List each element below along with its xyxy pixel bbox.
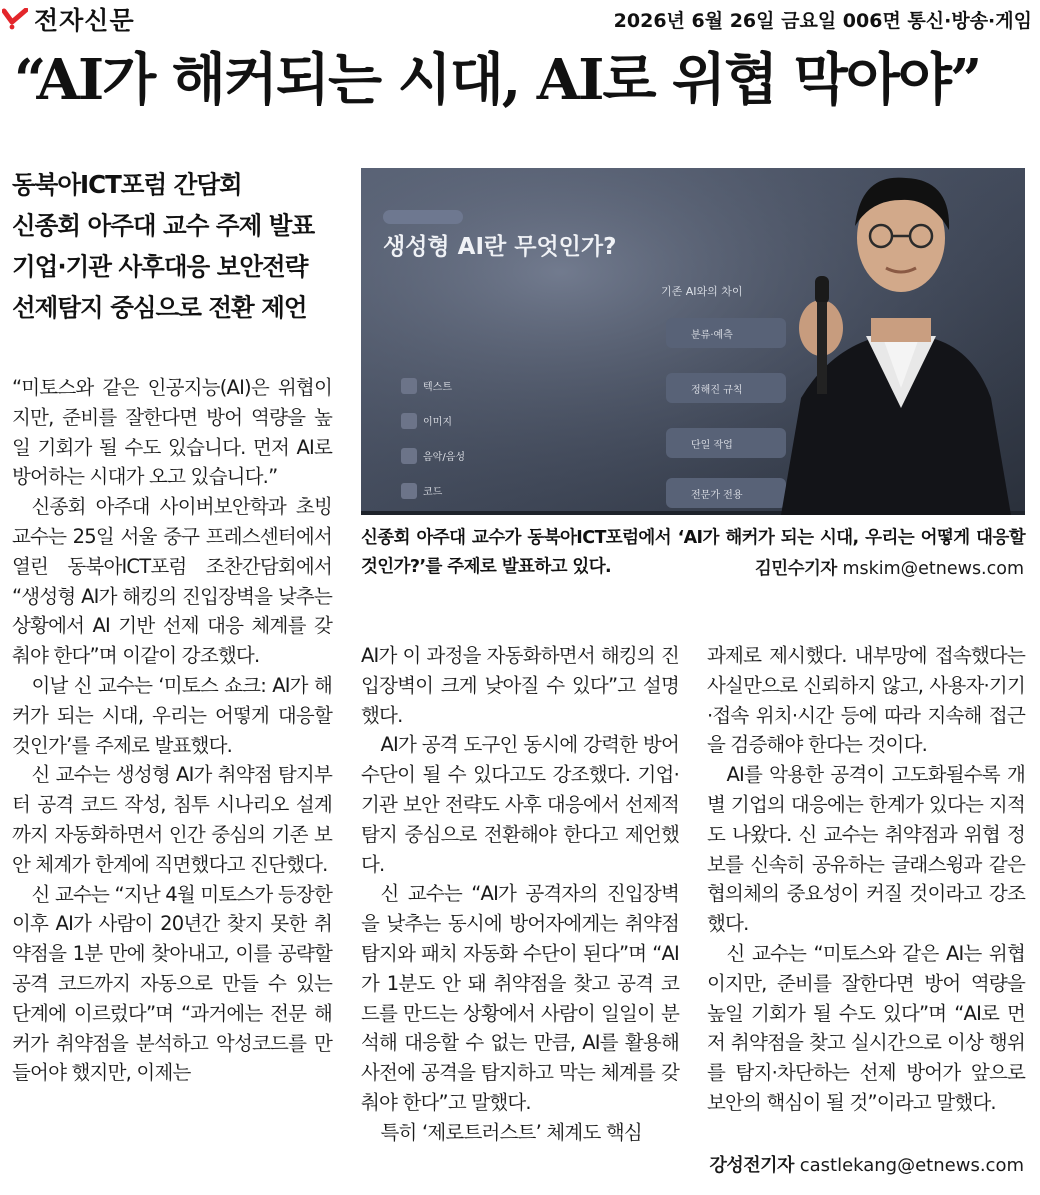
- article-paragraph: 신 교수는 “AI가 공격자의 진입장벽을 낮추는 동시에 방어자에게는 취약점 탐지와 패치 자동화 수단이 된다”며 “AI가 1분도 안 돼 취약점을 찾고 공격 코드를 만드는 상황에서 사람이 일일이 분석해 대응할 수 없는 만큼, AI를 활용해 사전에 공격을 탐지하고 막는 체계를 갖춰야 한다”고 말했다.: [361, 882, 679, 1114]
- article-paragraph: 신 교수는 “지난 4월 미토스가 등장한 이후 AI가 사람이 20년간 찾지 못한 취약점을 1분 만에 찾아내고, 이를 공략할 공격 코드까지 자동으로 만들 수 있는 단계에 이르렀다”며 “과거에는 전문 해커가 취약점을 분석하고 악성코드를 만들어야 했지만, 이제는: [12, 882, 332, 1085]
- slide-section-title: 기존 AI와의 차이: [661, 285, 743, 298]
- article-column-3: [707, 641, 1025, 1118]
- slide-item: 음악/음성: [423, 452, 466, 463]
- photo-reporter: 김민수기자: [754, 559, 837, 579]
- slide-item: 단일 작업: [691, 440, 733, 451]
- article-paragraph: 특히 ‘제로트러스트’ 체계도 핵심: [380, 1120, 642, 1144]
- slide-item: 텍스트: [423, 382, 452, 393]
- slide-item: 전문가 전용: [691, 490, 743, 501]
- article-paragraph: “미토스와 같은 인공지능(AI)은 위협이지만, 준비를 잘한다면 방어 역량을 높일 기회가 될 수도 있습니다. 먼저 AI로 방어하는 시대가 오고 있습니다.”: [12, 376, 332, 489]
- newspaper-logo: [2, 4, 135, 34]
- article-paragraph: 신 교수는 “미토스와 같은 AI는 위협이지만, 준비를 잘한다면 방어 역량을 높일 기회가 될 수도 있다”며 “AI로 먼저 취약점을 찾고 실시간으로 이상 행위를 탐지·차단하는 선제 방어가 앞으로 보안의 핵심이 될 것”이라고 말했다.: [707, 941, 1025, 1114]
- subhead: 신종회 아주대 교수 주제 발표: [12, 211, 315, 240]
- slide-title: 생성형 AI란 무엇인가?: [383, 234, 617, 260]
- subheads: [12, 164, 342, 328]
- article-paragraph: AI가 이 과정을 자동화하면서 해킹의 진입장벽이 크게 낮아질 수 있다”고 설명했다.: [361, 644, 679, 727]
- photo-reporter-email: mskim@etnews.com: [842, 559, 1024, 579]
- caption-byline: [755, 555, 1024, 580]
- headline: “AI가 해커되는 시대, AI로 위협 막아야”: [14, 47, 981, 113]
- article-paragraph: 신 교수는 생성형 AI가 취약점 탐지부터 공격 코드 작성, 침투 시나리오 설계까지 자동화하면서 인간 중심의 기존 보안 체계가 한계에 직면했다고 진단했다.: [12, 763, 332, 876]
- logo-mark-icon: [2, 8, 28, 30]
- article-paragraph: AI가 공격 도구인 동시에 강력한 방어 수단이 될 수 있다고도 강조했다. 기업·기관 보안 전략도 사후 대응에서 선제적 탐지 중심으로 전환해야 한다고 제언했다.: [361, 733, 679, 876]
- slide-item: 코드: [423, 487, 443, 498]
- article-paragraph: 과제로 제시했다. 내부망에 접속했다는 사실만으로 신뢰하지 않고, 사용자·기기·접속 위치·시간 등에 따라 지속해 접근을 검증해야 한다는 것이다.: [707, 644, 1025, 757]
- article-reporter-email: castlekang@etnews.com: [799, 1155, 1024, 1176]
- caption-text: 신종회 아주대 교수가 동북아ICT포럼에서 ‘AI가 해커가 되는 시대, 우리는 어떻게 대응할 것인가?’를 주제로 발표하고 있다.: [361, 528, 1025, 577]
- article-paragraph: 이날 신 교수는 ‘미토스 쇼크: AI가 해커가 되는 시대, 우리는 어떻게 대응할 것인가’를 주제로 발표했다.: [12, 673, 332, 757]
- article-paragraph: AI를 악용한 공격이 고도화될수록 개별 기업의 대응에는 한계가 있다는 지적도 나왔다. 신 교수는 취약점과 위협 정보를 신속히 공유하는 글래스윙과 같은 협의체의 중요성이 커질 것이라고 강조했다.: [707, 763, 1025, 936]
- slide-item: 분류·예측: [691, 330, 733, 341]
- article-photo: [361, 168, 1025, 515]
- slide-item: 정해진 규칙: [691, 385, 743, 396]
- article-byline: [709, 1151, 1024, 1177]
- article-column-1: [12, 373, 332, 1088]
- slide-item: 이미지: [423, 417, 452, 428]
- subhead: 동북아ICT포럼 간담회: [12, 170, 242, 199]
- subhead: 선제탐지 중심으로 전환 제언: [12, 293, 307, 322]
- article-column-2: [361, 641, 679, 1148]
- dateline: 2026년 6월 26일 금요일 006면 통신·방송·게임: [613, 10, 1032, 32]
- article-reporter: 강성전기자: [709, 1155, 794, 1176]
- logo-name: 전자신문: [34, 6, 135, 35]
- subhead: 기업·기관 사후대응 보안전략: [12, 252, 308, 281]
- article-paragraph: 신종회 아주대 사이버보안학과 초빙교수는 25일 서울 중구 프레스센터에서 열린 동북아ICT포럼 조찬간담회에서 “생성형 AI가 해킹의 진입장벽을 낮추는 상황에서 AI 기반 선제 대응 체계를 갖춰야 한다”며 이같이 강조했다.: [12, 495, 332, 668]
